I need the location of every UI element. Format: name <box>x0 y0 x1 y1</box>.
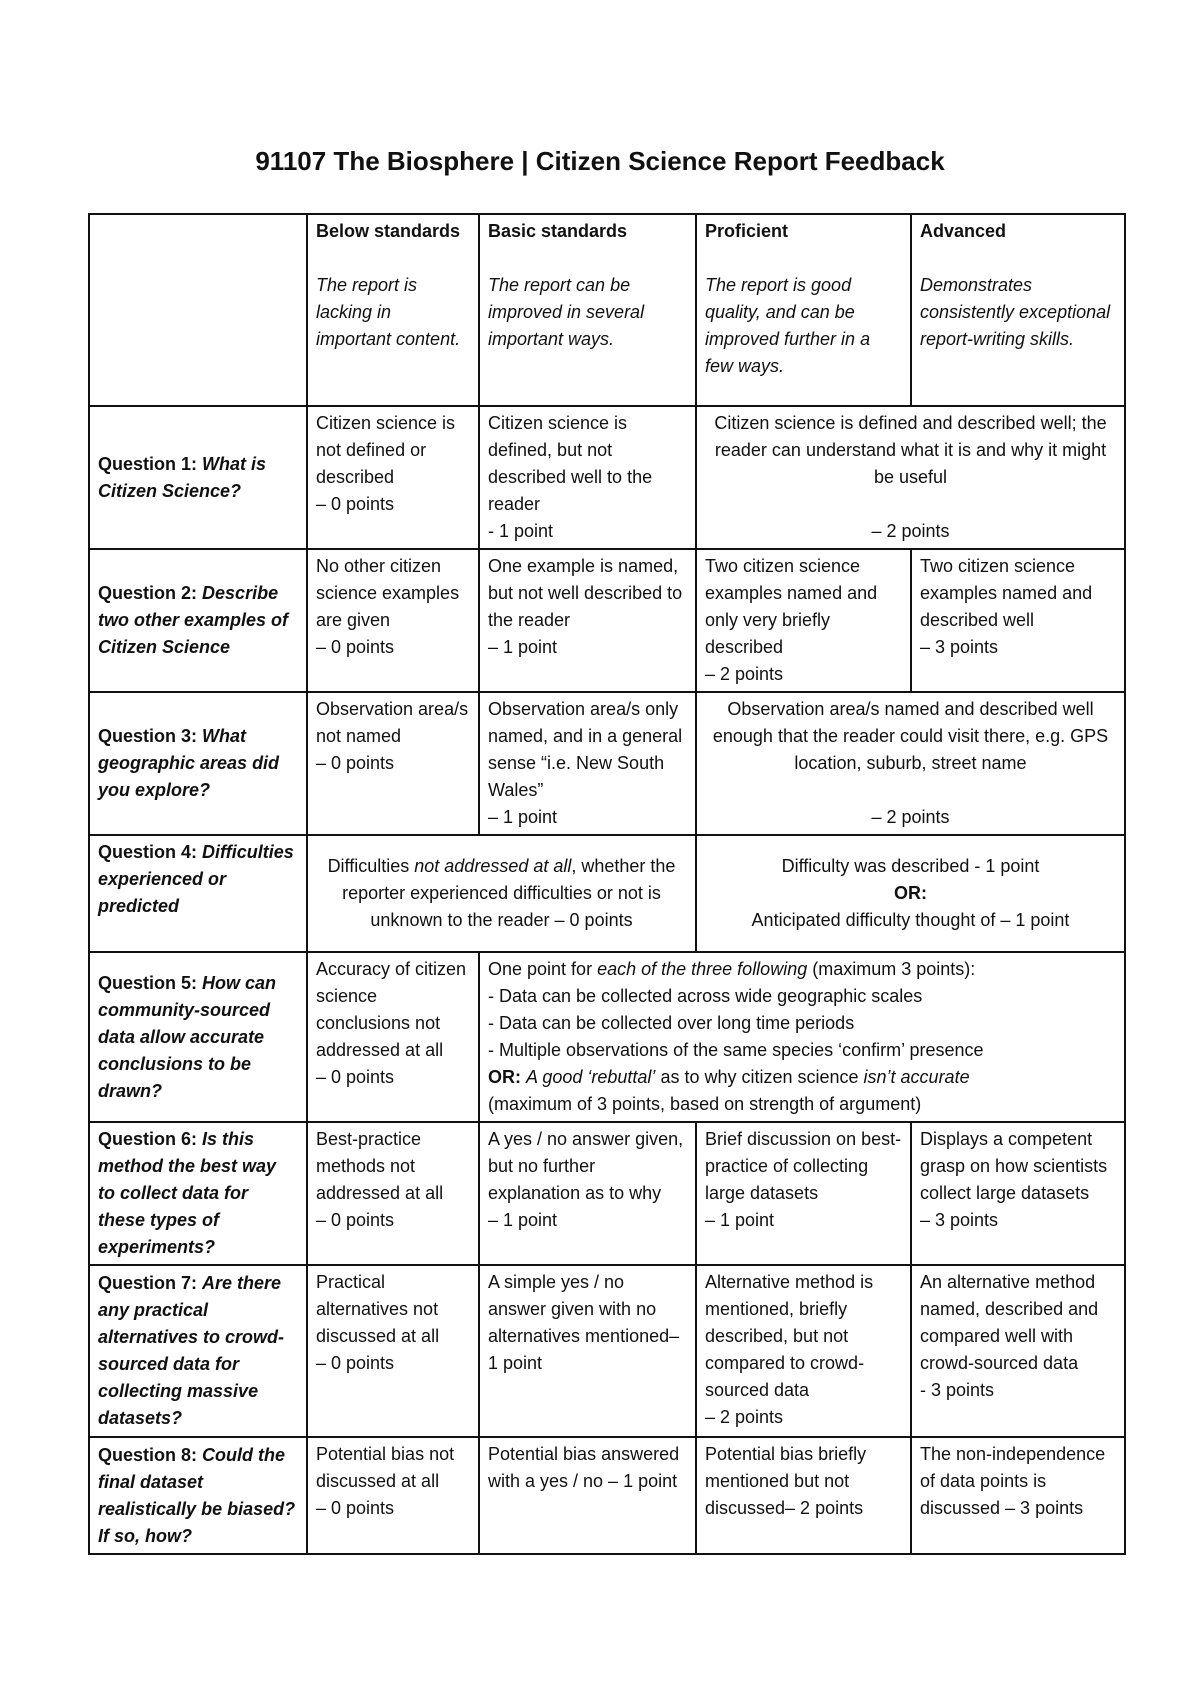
or-line <box>488 1064 1116 1091</box>
criteria-text: Observation area/s not named <box>316 699 469 746</box>
question-row-2 <box>89 549 1125 692</box>
question-cell <box>89 1122 307 1265</box>
criteria-below-cell <box>307 406 479 549</box>
question-row-5 <box>89 952 1125 1122</box>
points-text: – 3 points <box>920 1210 999 1230</box>
header-advanced <box>911 214 1125 406</box>
criteria-proficient-cell <box>696 549 911 692</box>
question-text: What geographic areas did you explore? <box>98 726 280 800</box>
criteria-text: Best-practice methods not addressed at all <box>316 1129 444 1203</box>
question-row-3 <box>89 692 1125 835</box>
header-label: Advanced <box>920 221 1007 241</box>
question-text: Could the final dataset realistically be biased? If so, how? <box>98 1444 296 1546</box>
question-cell <box>89 952 307 1122</box>
points-text: - 3 points <box>920 1380 995 1400</box>
criteria-not-addressed-cell <box>307 835 696 952</box>
criteria-below-cell <box>307 1437 479 1554</box>
page-title: 91107 The Biosphere | Citizen Science Report Feedback <box>255 146 945 176</box>
or-text: as to why citizen science <box>655 1067 864 1087</box>
criteria-basic-cell <box>479 1265 696 1437</box>
criteria-below-cell <box>307 549 479 692</box>
question-text: What is Citizen Science? <box>98 453 267 501</box>
question-cell <box>89 835 307 952</box>
criteria-text-end: , whether the reporter experienced difficulties or not is unknown to the reader – 0 points <box>342 856 676 930</box>
question-cell <box>89 549 307 692</box>
header-description: The report can be improved in several important ways. <box>488 275 645 349</box>
criteria-merged-cell <box>696 406 1125 549</box>
criteria-text: Practical alternatives not discussed at all <box>316 1272 440 1346</box>
question-label: Question 5: <box>98 972 198 993</box>
criteria-below-cell <box>307 1265 479 1437</box>
points-text: - 1 point <box>488 521 554 541</box>
question-text: How can community-sourced data allow accurate conclusions to be drawn? <box>98 972 277 1101</box>
criteria-basic-cell <box>479 692 696 835</box>
points-text: – 0 points <box>316 637 395 657</box>
question-text: Describe two other examples of Citizen Science <box>98 583 289 657</box>
list-item: - Multiple observations of the same species ‘confirm’ presence <box>488 1040 984 1060</box>
question-label: Question 4: <box>98 842 198 862</box>
question-label: Question 1: <box>98 453 198 474</box>
criteria-text: The non-independence of data points is discussed – 3 points <box>920 1444 1106 1518</box>
criteria-text: Two citizen science examples named and only very briefly described <box>705 556 878 657</box>
question-cell <box>89 1437 307 1554</box>
intro-end: (maximum 3 points): <box>807 959 976 979</box>
criteria-proficient-cell <box>696 1437 911 1554</box>
header-row <box>89 214 1125 406</box>
criteria-text: Anticipated difficulty thought of – 1 point <box>751 910 1070 930</box>
criteria-text: No other citizen science examples are given <box>316 556 460 630</box>
criteria-text-start: Difficulties <box>327 856 415 876</box>
criteria-text: One example is named, but not well described to the reader <box>488 556 683 630</box>
header-description: The report is good quality, and can be improved further in a few ways. <box>705 275 871 376</box>
criteria-text: Potential bias briefly mentioned but not discussed– 2 points <box>705 1444 867 1518</box>
criteria-below-cell <box>307 952 479 1122</box>
question-text: Difficulties experienced or predicted <box>98 842 294 916</box>
question-text: Is this method the best way to collect data for these types of experiments? <box>98 1129 277 1257</box>
criteria-text: Observation area/s only named, and in a general sense “i.e. New South Wales” <box>488 699 683 800</box>
points-text: – 2 points <box>871 807 950 827</box>
points-text: – 3 points <box>920 637 999 657</box>
header-description: The report is lacking in important content. <box>316 275 461 349</box>
criteria-text: Citizen science is defined, but not described well to the reader <box>488 413 653 514</box>
points-text: – 2 points <box>705 664 784 684</box>
points-text: – 0 points <box>316 1353 395 1373</box>
criteria-text: Accuracy of citizen science conclusions not addressed at all <box>316 959 467 1060</box>
question-label: Question 3: <box>98 726 198 746</box>
or-label: OR: <box>488 1067 521 1087</box>
criteria-advanced-cell <box>911 1437 1125 1554</box>
question-row-8 <box>89 1437 1125 1554</box>
question-label: Question 7: <box>98 1273 198 1293</box>
points-text: – 2 points <box>871 521 950 541</box>
criteria-text: Displays a competent grasp on how scientists collect large datasets <box>920 1129 1108 1203</box>
header-label: Basic standards <box>488 221 628 241</box>
criteria-text: Potential bias answered with a yes / no – 1 point <box>488 1444 680 1491</box>
points-text: – 0 points <box>316 1498 395 1518</box>
criteria-proficient-cell <box>696 1265 911 1437</box>
question-label: Question 6: <box>98 1129 198 1149</box>
or-emphasis-2: isn’t accurate <box>863 1067 970 1087</box>
criteria-below-cell <box>307 1122 479 1265</box>
criteria-basic-cell <box>479 1437 696 1554</box>
points-text: – 1 point <box>488 1210 558 1230</box>
or-tail: (maximum of 3 points, based on strength of argument) <box>488 1094 922 1114</box>
criteria-basic-cell <box>479 1122 696 1265</box>
intro-start: One point for <box>488 959 598 979</box>
question-cell <box>89 1265 307 1437</box>
list-item: - Data can be collected over long time periods <box>488 1013 855 1033</box>
points-text: – 0 points <box>316 753 395 773</box>
question-text: Are there any practical alternatives to crowd-sourced data for collecting massive datasets? <box>98 1273 285 1428</box>
question-row-6 <box>89 1122 1125 1265</box>
criteria-text-emphasis: not addressed at all <box>414 856 572 876</box>
criteria-basic-cell <box>479 406 696 549</box>
criteria-basic-cell <box>479 549 696 692</box>
points-text: – 0 points <box>316 1210 395 1230</box>
points-text: – 0 points <box>316 1067 395 1087</box>
header-description: Demonstrates consistently exceptional report-writing skills. <box>920 275 1111 349</box>
criteria-text: Alternative method is mentioned, briefly described, but not compared to crowd-sourced data <box>705 1272 874 1400</box>
points-text: – 1 point <box>488 637 558 657</box>
points-text: – 2 points <box>705 1407 784 1427</box>
question-row-1 <box>89 406 1125 549</box>
criteria-text: A yes / no answer given, but no further explanation as to why <box>488 1129 684 1203</box>
question-row-4 <box>89 835 1125 952</box>
feedback-rubric-table <box>88 213 1126 1555</box>
list-item: - Data can be collected across wide geographic scales <box>488 986 923 1006</box>
points-text: – 1 point <box>488 807 558 827</box>
criteria-text: An alternative method named, described and compared well with crowd-sourced data <box>920 1272 1099 1373</box>
intro-emphasis: each of the three following <box>597 959 808 979</box>
criteria-proficient-cell <box>696 1122 911 1265</box>
or-label: OR: <box>894 883 927 903</box>
points-text: – 0 points <box>316 494 395 514</box>
header-basic-standards <box>479 214 696 406</box>
spacer <box>705 491 1116 518</box>
header-label: Proficient <box>705 221 789 241</box>
criteria-merged-cell <box>696 692 1125 835</box>
points-text: – 1 point <box>705 1210 775 1230</box>
criteria-points-list-cell <box>479 952 1125 1122</box>
criteria-text: Observation area/s named and described well enough that the reader could visit there, e.g. GPS location, suburb, street name <box>712 699 1109 773</box>
criteria-text: Potential bias not discussed at all <box>316 1444 455 1491</box>
question-row-7 <box>89 1265 1125 1437</box>
or-emphasis: A good ‘rebuttal’ <box>526 1067 656 1087</box>
question-label: Question 2: <box>98 583 198 603</box>
criteria-text: Two citizen science examples named and described well <box>920 556 1093 630</box>
criteria-difficulty-cell <box>696 835 1125 952</box>
header-below-standards <box>307 214 479 406</box>
criteria-text: Citizen science is defined and described well; the reader can understand what it is and why it might be useful <box>714 413 1107 487</box>
header-proficient <box>696 214 911 406</box>
criteria-text: Brief discussion on best-practice of collecting large datasets <box>705 1129 902 1203</box>
criteria-advanced-cell <box>911 1265 1125 1437</box>
header-empty-cell <box>89 214 307 406</box>
criteria-below-cell <box>307 692 479 835</box>
criteria-advanced-cell <box>911 549 1125 692</box>
criteria-advanced-cell <box>911 1122 1125 1265</box>
criteria-text: Citizen science is not defined or described <box>316 413 456 487</box>
criteria-text: A simple yes / no answer given with no alternatives mentioned– 1 point <box>488 1272 680 1373</box>
spacer <box>705 777 1116 804</box>
question-label: Question 8: <box>98 1444 198 1465</box>
question-cell <box>89 692 307 835</box>
points-intro <box>488 956 1116 983</box>
header-label: Below standards <box>316 221 461 241</box>
question-cell <box>89 406 307 549</box>
criteria-text: Difficulty was described - 1 point <box>781 856 1040 876</box>
